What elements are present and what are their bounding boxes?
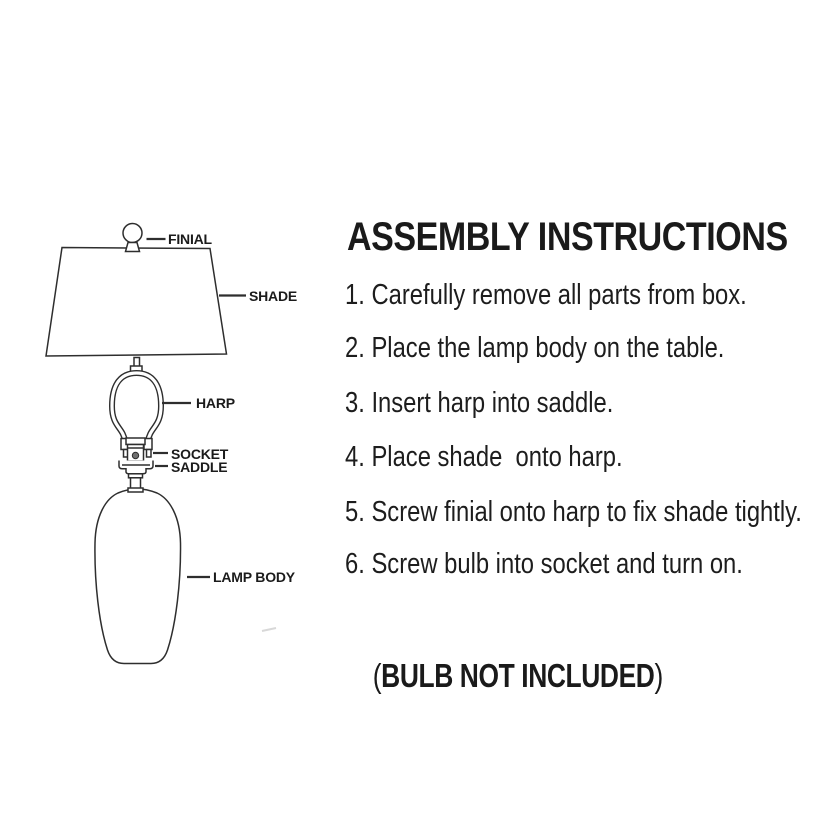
instruction-step-5: 5. Screw finial onto harp to fix shade tightly. xyxy=(345,496,802,528)
lamp-body-label: LAMP BODY xyxy=(213,569,295,585)
scan-smudge xyxy=(262,628,276,631)
harp-stud-shape xyxy=(131,358,143,373)
bulb-not-included-note xyxy=(345,616,663,736)
saddle-label: SADDLE xyxy=(171,459,228,475)
socket-label: SOCKET xyxy=(171,446,229,462)
instruction-step-6: 6. Screw bulb into socket and turn on. xyxy=(345,548,743,580)
lamp-diagram xyxy=(0,0,350,700)
harp-label: HARP xyxy=(196,395,235,411)
finial-knob-shape xyxy=(123,224,142,243)
note-open-paren: ( xyxy=(372,657,382,694)
instruction-step-4: 4. Place shade onto harp. xyxy=(345,441,623,473)
instruction-step-2: 2. Place the lamp body on the table. xyxy=(345,332,725,364)
finial-base-shape xyxy=(126,243,140,252)
instruction-step-1: 1. Carefully remove all parts from box. xyxy=(345,279,747,311)
finial-label: FINIAL xyxy=(168,231,212,247)
harp-shape xyxy=(112,373,161,441)
shade-shape xyxy=(46,248,227,357)
note-text: BULB NOT INCLUDED xyxy=(381,657,655,694)
saddle-shape xyxy=(119,461,153,474)
socket-shape xyxy=(126,438,145,461)
instruction-step-3: 3. Insert harp into saddle. xyxy=(345,387,614,419)
note-close-paren: ) xyxy=(654,657,663,694)
socket-switch-shape xyxy=(132,452,138,458)
neck-shape xyxy=(128,474,143,492)
shade-label: SHADE xyxy=(249,288,298,304)
lamp-body-shape xyxy=(95,489,181,664)
page-title: ASSEMBLY INSTRUCTIONS xyxy=(347,215,788,259)
